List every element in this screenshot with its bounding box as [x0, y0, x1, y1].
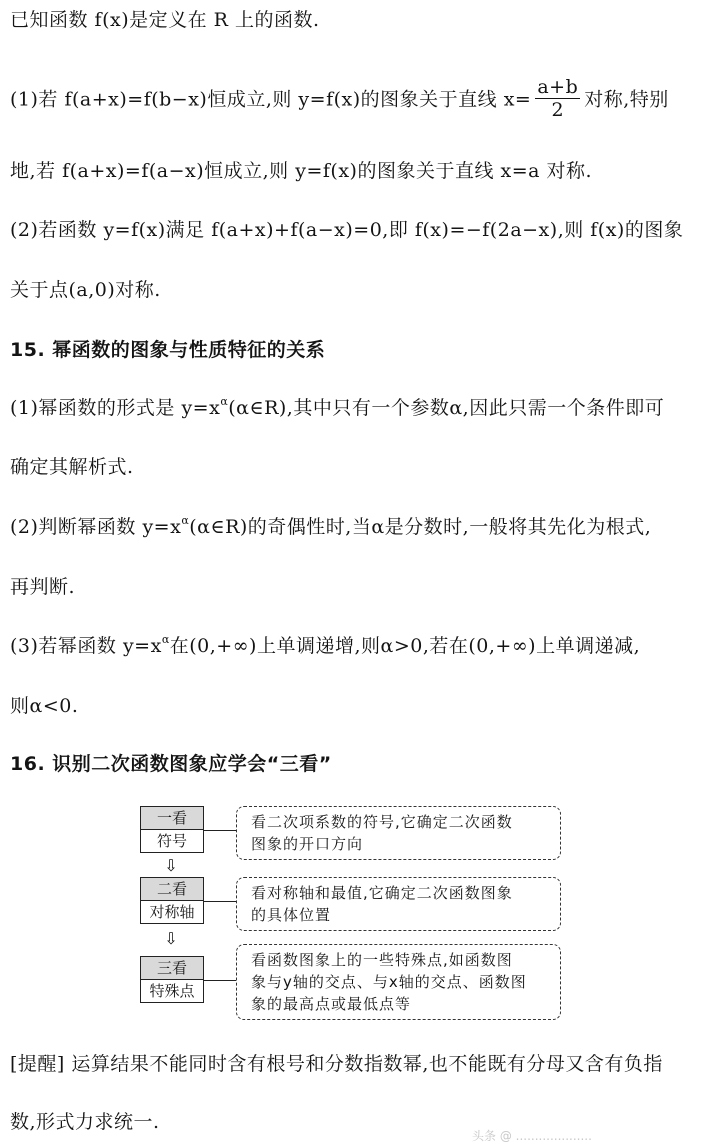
step-3-box: [140, 956, 204, 1003]
step-1-description: [236, 806, 561, 860]
section-16-heading: 16. 识别二次函数图象应学会“三看”: [10, 753, 332, 775]
s15-p2-sup: α: [181, 514, 190, 527]
step-2-connector: [203, 901, 236, 902]
s15-p3-a: (3)若幂函数 y=x: [10, 635, 162, 657]
section-15-p1-line2: 确定其解析式.: [10, 456, 134, 478]
s15-p2-a: (2)判断幂函数 y=x: [10, 516, 182, 538]
step-3-desc-line1: 看函数图象上的一些特殊点,如函数图: [251, 951, 513, 969]
reminder-line1: [提醒] 运算结果不能同时含有根号和分数指数幂,也不能既有分母又含有负指: [10, 1053, 663, 1075]
step-3-title: 三看: [141, 957, 203, 980]
step-1-desc-line1: 看二次项系数的符号,它确定二次函数: [251, 813, 513, 831]
step-2-box: [140, 877, 204, 924]
step-1-desc-line2: 图象的开口方向: [251, 835, 364, 853]
step-3-desc-line3: 象的最高点或最低点等: [251, 995, 412, 1013]
step-3-desc-line2: 象与y轴的交点、与x轴的交点、函数图: [251, 973, 527, 991]
s15-p1-b: (α∈R),其中只有一个参数α,因此只需一个条件即可: [228, 397, 665, 419]
symmetry-p1-line1: [10, 78, 708, 123]
step-1-label: 符号: [156, 832, 187, 850]
s15-p2-b: (α∈R)的奇偶性时,当α是分数时,一般将其先化为根式,: [189, 516, 652, 538]
reminder-line2: 数,形式力求统一.: [10, 1111, 160, 1133]
step-1-title: 一看: [141, 807, 203, 830]
section-15-p1-line1: [10, 394, 708, 422]
step-2-desc-line1: 看对称轴和最值,它确定二次函数图象: [251, 884, 513, 902]
s15-p1-sup: α: [220, 395, 229, 408]
fraction-denominator: 2: [551, 99, 565, 121]
s15-p3-b: 在(0,+∞)上单调递增,则α>0,若在(0,+∞)上单调递减,: [169, 635, 641, 657]
step-3-description: [236, 944, 561, 1020]
step-3-label: 特殊点: [149, 982, 195, 1000]
symmetry-p1-prefix: (1)若 f(a+x)=f(b−x)恒成立,则 y=f(x)的图象关于直线 x=: [10, 88, 532, 111]
fraction: [535, 76, 580, 121]
down-arrow-icon: ⇩: [164, 929, 178, 948]
symmetry-p2-line2: 关于点(a,0)对称.: [10, 279, 161, 301]
section-15-heading: 15. 幂函数的图象与性质特征的关系: [10, 339, 326, 361]
symmetry-p1-suffix: 对称,特别: [584, 88, 669, 111]
symmetry-p2-line1: (2)若函数 y=f(x)满足 f(a+x)+f(a−x)=0,即 f(x)=−f(2a−x),则 f(x)的图象: [10, 219, 684, 241]
section-15-p3-line1: [10, 632, 708, 660]
step-1-connector: [203, 830, 236, 831]
step-2-desc-line2: 的具体位置: [251, 906, 332, 924]
s15-p3-sup: α: [161, 633, 170, 646]
watermark: 头条 @ ....................: [472, 1129, 592, 1143]
step-1-box: [140, 806, 204, 853]
section-15-p2-line2: 再判断.: [10, 576, 76, 598]
intro-text: 已知函数 f(x)是定义在 R 上的函数.: [10, 9, 320, 31]
down-arrow-icon: ⇩: [164, 856, 178, 875]
section-15-p2-line1: [10, 513, 708, 541]
s15-p1-a: (1)幂函数的形式是 y=x: [10, 397, 221, 419]
step-3-connector: [203, 980, 236, 981]
section-15-p3-line2: 则α<0.: [10, 695, 79, 717]
step-2-title: 二看: [141, 878, 203, 901]
fraction-numerator: a+b: [537, 76, 579, 98]
step-2-description: [236, 877, 561, 931]
step-2-label: 对称轴: [149, 903, 195, 921]
symmetry-p1-line2: 地,若 f(a+x)=f(a−x)恒成立,则 y=f(x)的图象关于直线 x=a 对称.: [10, 160, 593, 182]
